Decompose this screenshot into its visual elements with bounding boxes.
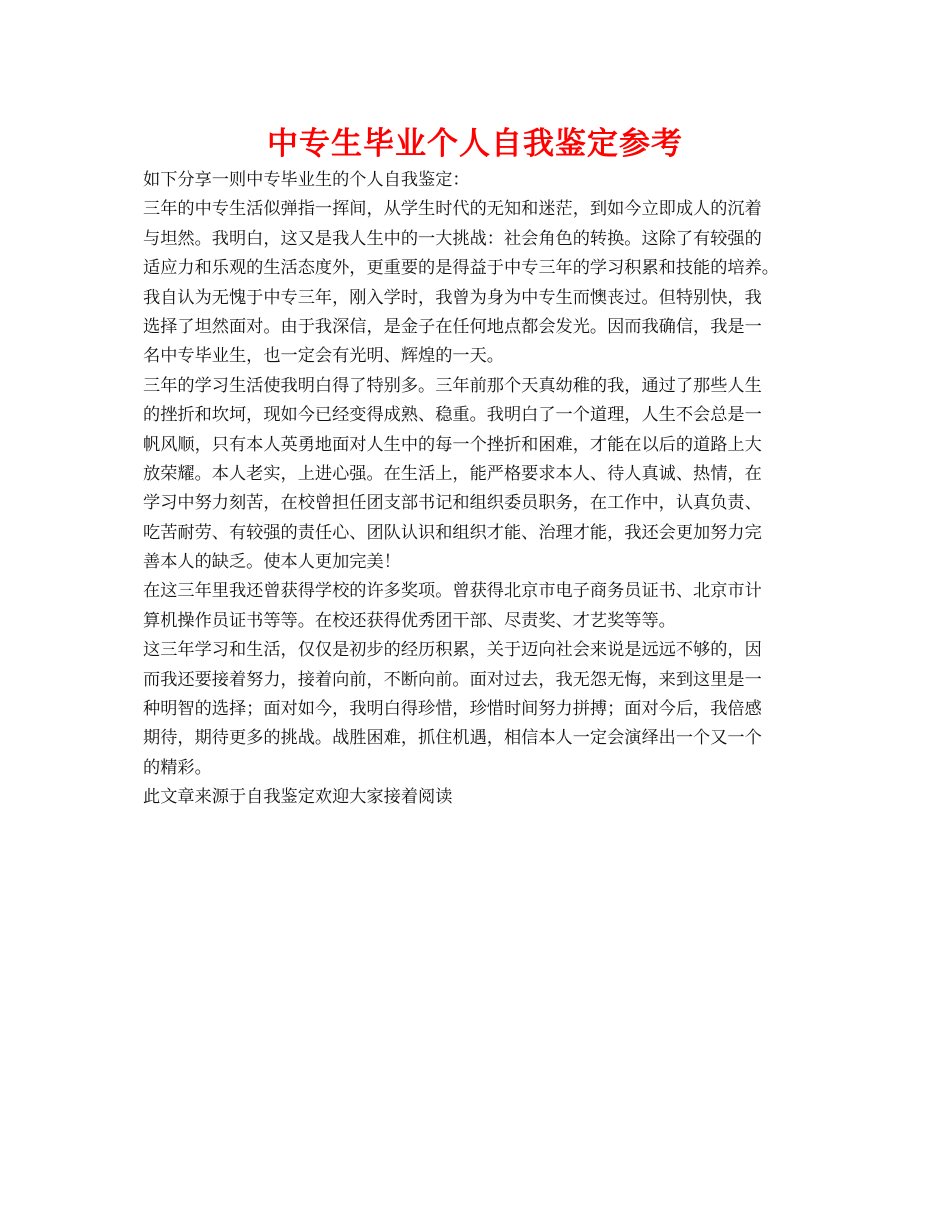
body-line: 善本人的缺乏。使本人更加完美！: [143, 552, 401, 573]
body-line: 三年的学习生活使我明白得了特别多。三年前那个天真幼稚的我，通过了那些人生: [143, 375, 762, 396]
body-line: 期待，期待更多的挑战。战胜困难，抓住机遇，相信本人一定会演绎出一个又一个: [143, 728, 762, 749]
body-line: 而我还要接着努力，接着向前，不断向前。面对过去，我无怨无悔，来到这里是一: [143, 669, 762, 690]
body-line: 名中专毕业生，也一定会有光明、辉煌的一天。: [143, 346, 504, 367]
body-line: 的挫折和坎坷，现如今已经变得成熟、稳重。我明白了一个道理，人生不会总是一: [143, 405, 762, 426]
body-line: 我自认为无愧于中专三年，刚入学时，我曾为身为中专生而懊丧过。但特别快，我: [143, 287, 762, 308]
body-line: 适应力和乐观的生活态度外，更重要的是得益于中专三年的学习积累和技能的培养。: [143, 258, 779, 279]
body-line: 的精彩。: [143, 757, 212, 778]
body-line: 这三年学习和生活，仅仅是初步的经历积累，关于迈向社会来说是远远不够的，因: [143, 640, 762, 661]
body-line: 如下分享一则中专毕业生的个人自我鉴定：: [143, 170, 470, 190]
body-line: 放荣耀。本人老实，上进心强。在生活上，能严格要求本人、待人真诚、热情，在: [143, 463, 762, 484]
body-line: 吃苦耐劳、有较强的责任心、团队认识和组织才能、治理才能，我还会更加努力完: [143, 522, 762, 543]
body-line: 在这三年里我还曾获得学校的许多奖项。曾获得北京市电子商务员证书、北京市计: [143, 581, 762, 602]
document-body: [143, 166, 823, 813]
body-line: 三年的中专生活似弹指一挥间，从学生时代的无知和迷茫，到如今立即成人的沉着: [143, 199, 762, 220]
body-line: 帆风顺，只有本人英勇地面对人生中的每一个挫折和困难，才能在以后的道路上大: [143, 434, 762, 455]
body-line: 与坦然。我明白，这又是我人生中的一大挑战：社会角色的转换。这除了有较强的: [143, 228, 762, 249]
body-line: 学习中努力刻苦，在校曾担任团支部书记和组织委员职务，在工作中，认真负责、: [143, 493, 762, 514]
body-line: 选择了坦然面对。由于我深信，是金子在任何地点都会发光。因而我确信，我是一: [143, 316, 762, 337]
body-line: 种明智的选择；面对如今，我明白得珍惜，珍惜时间努力拼搏；面对今后，我倍感: [143, 699, 762, 720]
body-line: 算机操作员证书等等。在校还获得优秀团干部、尽责奖、才艺奖等等。: [143, 610, 676, 631]
document-title: 中专生毕业个人自我鉴定参考: [267, 126, 683, 162]
body-line: 此文章来源于自我鉴定欢迎大家接着阅读: [143, 787, 453, 808]
